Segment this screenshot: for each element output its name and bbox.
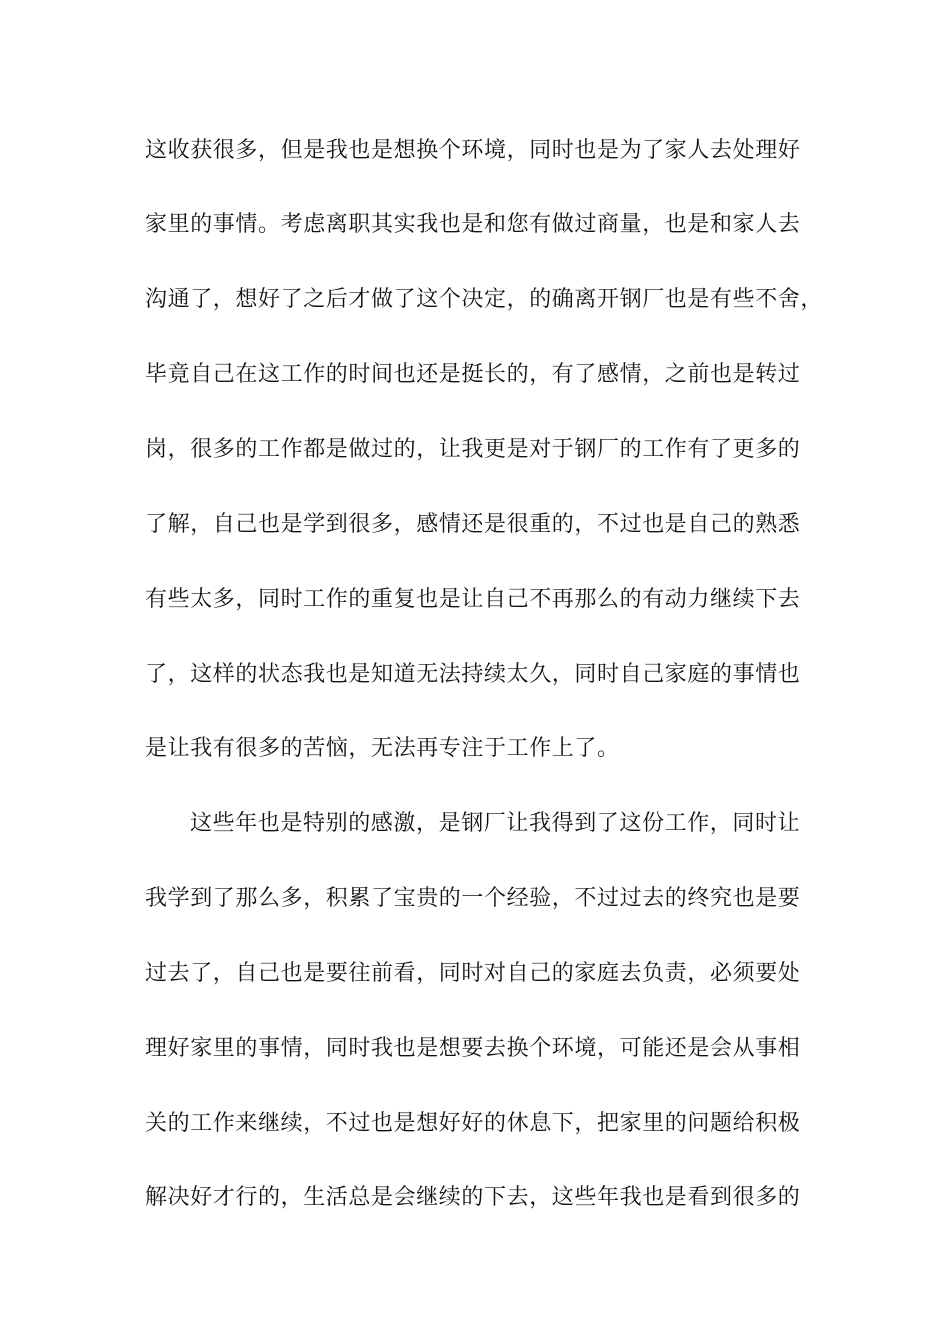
text-line: 这收获很多，但是我也是想换个环境，同时也是为了家人去处理好: [145, 138, 801, 163]
text-line: 有些太多，同时工作的重复也是让自己不再那么的有动力继续下去: [145, 587, 801, 612]
text-line: 沟通了，想好了之后才做了这个决定，的确离开钢厂也是有些不舍，: [145, 287, 824, 312]
text-line: 过去了，自己也是要往前看，同时对自己的家庭去负责，必须要处: [145, 961, 801, 986]
text-line: 关的工作来继续，不过也是想好好的休息下，把家里的问题给积极: [145, 1111, 801, 1136]
text-line: 毕竟自己在这工作的时间也还是挺长的，有了感情，之前也是转过: [145, 362, 801, 387]
text-line: 了解，自己也是学到很多，感情还是很重的，不过也是自己的熟悉: [145, 512, 801, 537]
paragraph-first-line: 这些年也是特别的感激，是钢厂让我得到了这份工作，同时让: [190, 811, 801, 836]
text-line: 岗，很多的工作都是做过的，让我更是对于钢厂的工作有了更多的: [145, 437, 801, 462]
text-line: 理好家里的事情，同时我也是想要去换个环境，可能还是会从事相: [145, 1036, 801, 1061]
text-line: 解决好才行的，生活总是会继续的下去，这些年我也是看到很多的: [145, 1185, 801, 1210]
text-line: 是让我有很多的苦恼，无法再专注于工作上了。: [145, 736, 620, 761]
text-line: 了，这样的状态我也是知道无法持续太久，同时自己家庭的事情也: [145, 662, 801, 687]
text-line: 家里的事情。考虑离职其实我也是和您有做过商量，也是和家人去: [145, 212, 801, 237]
text-line: 我学到了那么多，积累了宝贵的一个经验，不过过去的终究也是要: [145, 886, 801, 911]
